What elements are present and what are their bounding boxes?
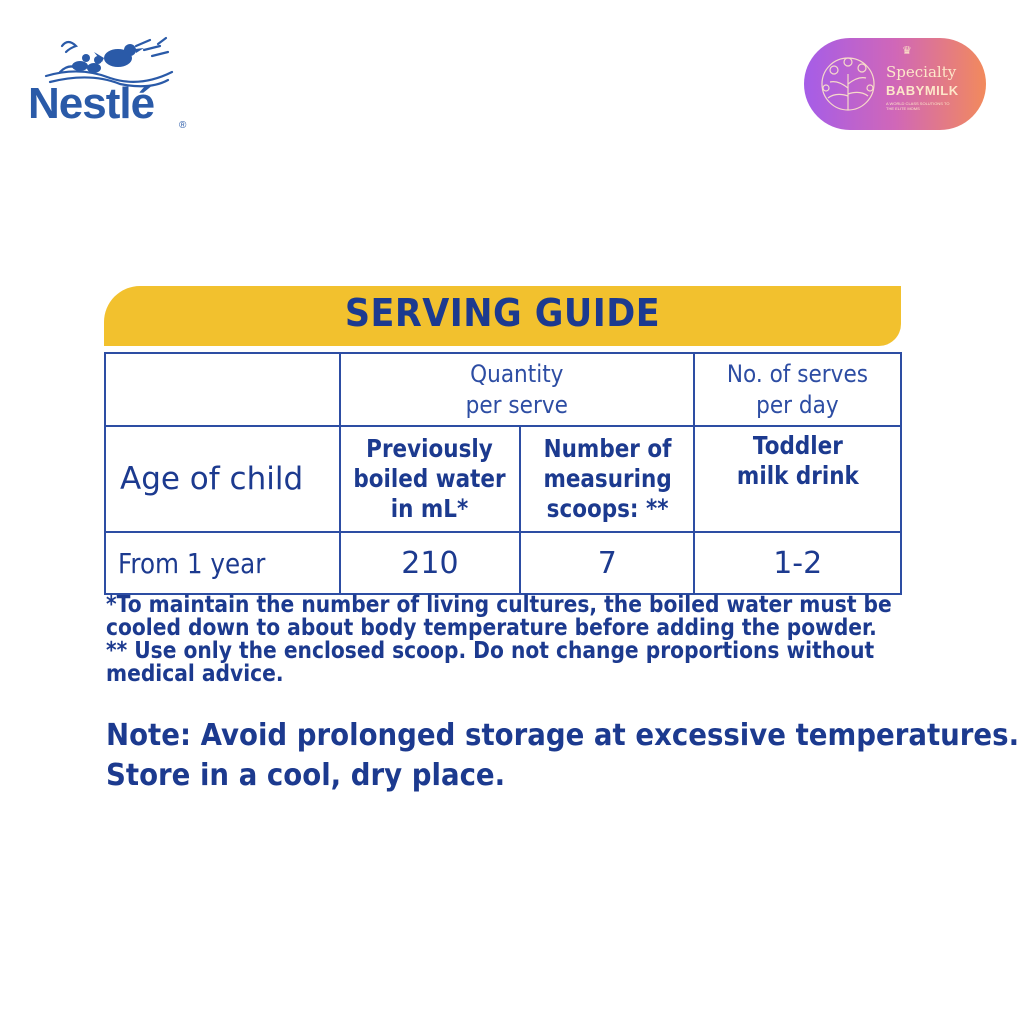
water-header-line2: boiled water — [353, 464, 507, 493]
water-header-line3: in mL* — [391, 494, 469, 523]
nestle-wordmark: Nestlé — [28, 79, 155, 128]
age-value: From 1 year — [118, 546, 266, 580]
registered-mark: ® — [179, 120, 187, 131]
footnote-line: medical advice. — [106, 661, 284, 687]
badge-tagline: A WORLD CLASS SOLUTIONS TO THE ELITE MOMS — [886, 101, 950, 111]
age-cell — [105, 532, 340, 594]
empty-header-cell — [105, 353, 340, 426]
water-header — [340, 426, 520, 532]
water-ml-cell: 210 — [340, 532, 520, 594]
note-line: Store in a cool, dry place. — [106, 758, 506, 793]
quantity-header — [340, 353, 695, 426]
scoops-cell: 7 — [520, 532, 694, 594]
footnote-line: ** Use only the enclosed scoop. Do not change proportions without — [106, 638, 875, 664]
serves-header-line2: per day — [756, 390, 839, 419]
table-subheader-row — [105, 426, 901, 532]
nestle-logo — [28, 36, 188, 136]
crown-icon: ♛ — [902, 44, 912, 57]
scoops-header — [520, 426, 694, 532]
footnote-line: cooled down to about body temperature before adding the powder. — [106, 615, 877, 641]
badge-subtitle: BABYMILK — [886, 83, 959, 98]
water-header-line1: Previously — [366, 434, 494, 463]
serving-guide-table — [104, 352, 902, 595]
drink-header — [694, 426, 901, 532]
serves-header-line1: No. of serves — [727, 359, 869, 388]
drink-header-line2: milk drink — [736, 461, 859, 490]
table-row — [105, 532, 901, 594]
serves-header — [694, 353, 901, 426]
storage-note — [106, 716, 1020, 796]
age-of-child-label: Age of child — [105, 426, 340, 532]
drink-header-line1: Toddler — [752, 431, 843, 460]
serves-cell: 1-2 — [694, 532, 901, 594]
badge-title: Specialty — [886, 63, 957, 81]
tree-emblem-icon — [812, 44, 884, 124]
footnote-line: *To maintain the number of living cultures, the boiled water must be — [106, 592, 892, 618]
note-line: Note: Avoid prolonged storage at excessive temperatures. — [106, 718, 1020, 753]
scoops-header-line3: scoops: ** — [546, 494, 669, 523]
serving-guide-title: SERVING GUIDE — [344, 291, 661, 335]
table-header-row — [105, 353, 901, 426]
scoops-header-line2: measuring — [543, 464, 672, 493]
scoops-header-line1: Number of — [543, 434, 672, 463]
quantity-header-line1: Quantity — [470, 359, 564, 388]
specialty-babymilk-badge — [804, 38, 986, 130]
quantity-header-line2: per serve — [465, 390, 569, 419]
footnotes — [106, 594, 906, 686]
